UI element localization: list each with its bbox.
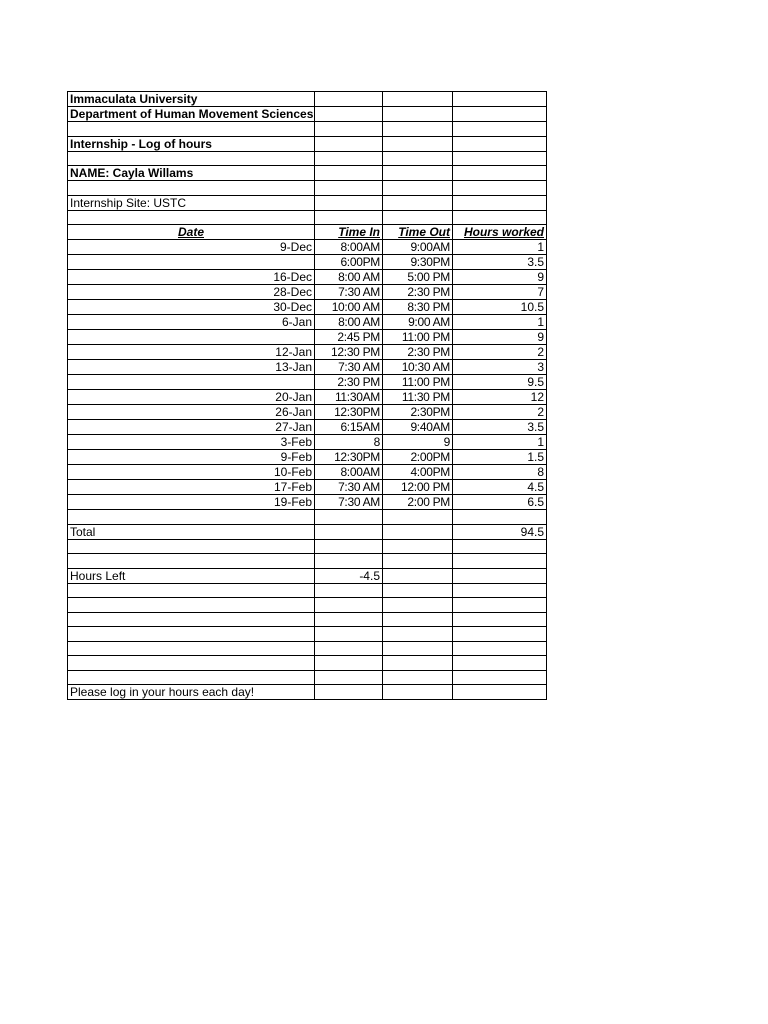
log-entry-row	[68, 480, 547, 495]
hours-worked-column-header: Hours worked	[453, 225, 547, 240]
entry-time-out: 9:00AM	[383, 240, 453, 255]
total-label: Total	[68, 524, 315, 539]
department-title: Department of Human Movement Sciences	[68, 107, 315, 122]
log-entry-row	[68, 285, 547, 300]
site-row	[68, 195, 547, 210]
entry-hours: 9.5	[453, 375, 547, 390]
entry-time-out: 10:30 AM	[383, 360, 453, 375]
entry-time-in: 7:30 AM	[315, 480, 383, 495]
column-header-row	[68, 225, 547, 240]
log-entry-row	[68, 360, 547, 375]
log-entry-row	[68, 450, 547, 465]
entry-hours: 7	[453, 285, 547, 300]
total-hours-value: 94.5	[453, 524, 547, 539]
internship-site: Internship Site: USTC	[68, 195, 315, 210]
entry-time-out: 11:00 PM	[383, 330, 453, 345]
entry-hours: 2	[453, 405, 547, 420]
log-entry-row	[68, 495, 547, 510]
log-entry-row	[68, 330, 547, 345]
entry-date: 3-Feb	[68, 435, 315, 450]
department-row	[68, 107, 547, 122]
entry-hours: 1	[453, 435, 547, 450]
entry-time-out: 2:00PM	[383, 450, 453, 465]
blank-row	[68, 612, 547, 627]
blank-row	[68, 641, 547, 656]
entry-date: 10-Feb	[68, 465, 315, 480]
entry-time-in: 11:30AM	[315, 390, 383, 405]
blank-row	[68, 122, 547, 137]
entry-hours: 1	[453, 315, 547, 330]
log-entry-row	[68, 375, 547, 390]
entry-time-out: 2:30 PM	[383, 345, 453, 360]
log-title: Internship - Log of hours	[68, 136, 315, 151]
hours-log-table	[67, 91, 547, 700]
footer-note: Please log in your hours each day!	[68, 685, 315, 700]
footer-note-row	[68, 685, 547, 700]
blank-row	[68, 181, 547, 196]
entry-time-out: 9:30PM	[383, 255, 453, 270]
entry-time-out: 2:30PM	[383, 405, 453, 420]
entry-hours: 9	[453, 270, 547, 285]
date-column-header: Date	[68, 225, 315, 240]
entry-time-in: 7:30 AM	[315, 360, 383, 375]
total-row	[68, 524, 547, 539]
university-title: Immaculata University	[68, 92, 315, 107]
blank-row	[68, 539, 547, 554]
entry-time-out: 2:00 PM	[383, 495, 453, 510]
blank-row	[68, 151, 547, 166]
log-entry-row	[68, 405, 547, 420]
entry-hours: 2	[453, 345, 547, 360]
entry-time-in: 8:00AM	[315, 240, 383, 255]
entry-hours: 6.5	[453, 495, 547, 510]
log-entry-row	[68, 255, 547, 270]
entry-date: 9-Feb	[68, 450, 315, 465]
hours-left-value: -4.5	[315, 568, 383, 583]
entry-time-in: 12:30PM	[315, 405, 383, 420]
entry-time-in: 10:00 AM	[315, 300, 383, 315]
time-out-column-header: Time Out	[383, 225, 453, 240]
entry-time-in: 7:30 AM	[315, 285, 383, 300]
blank-row	[68, 598, 547, 613]
entry-hours: 10.5	[453, 300, 547, 315]
blank-row	[68, 554, 547, 569]
entry-time-out: 5:00 PM	[383, 270, 453, 285]
blank-row	[68, 583, 547, 598]
entry-time-in: 2:30 PM	[315, 375, 383, 390]
entry-hours: 8	[453, 465, 547, 480]
blank-row	[68, 627, 547, 642]
entry-time-in: 7:30 AM	[315, 495, 383, 510]
entry-date	[68, 375, 315, 390]
entry-date: 28-Dec	[68, 285, 315, 300]
log-entry-row	[68, 270, 547, 285]
entry-date: 9-Dec	[68, 240, 315, 255]
entry-time-out: 12:00 PM	[383, 480, 453, 495]
entry-hours: 9	[453, 330, 547, 345]
entry-hours: 3.5	[453, 255, 547, 270]
entry-hours: 3.5	[453, 420, 547, 435]
entry-date: 27-Jan	[68, 420, 315, 435]
entry-hours: 1	[453, 240, 547, 255]
log-entry-row	[68, 420, 547, 435]
intern-name: NAME: Cayla Willams	[68, 166, 315, 181]
log-entry-row	[68, 435, 547, 450]
entry-date: 6-Jan	[68, 315, 315, 330]
entry-time-out: 9:40AM	[383, 420, 453, 435]
entry-time-out: 9	[383, 435, 453, 450]
log-entry-row	[68, 345, 547, 360]
entry-time-in: 8:00AM	[315, 465, 383, 480]
entry-time-in: 12:30PM	[315, 450, 383, 465]
hours-left-row	[68, 568, 547, 583]
entry-time-in: 6:15AM	[315, 420, 383, 435]
log-entry-row	[68, 240, 547, 255]
entry-hours: 3	[453, 360, 547, 375]
log-entry-row	[68, 315, 547, 330]
time-in-column-header: Time In	[315, 225, 383, 240]
entry-date	[68, 255, 315, 270]
entry-time-in: 8:00 AM	[315, 315, 383, 330]
entry-date: 16-Dec	[68, 270, 315, 285]
entry-date: 20-Jan	[68, 390, 315, 405]
entry-time-in: 8	[315, 435, 383, 450]
blank-row	[68, 510, 547, 525]
entry-time-out: 2:30 PM	[383, 285, 453, 300]
blank-row	[68, 656, 547, 671]
entry-time-out: 11:30 PM	[383, 390, 453, 405]
entry-time-in: 2:45 PM	[315, 330, 383, 345]
hours-left-label: Hours Left	[68, 568, 315, 583]
entry-date: 19-Feb	[68, 495, 315, 510]
name-row	[68, 166, 547, 181]
entry-time-out: 11:00 PM	[383, 375, 453, 390]
entry-hours: 1.5	[453, 450, 547, 465]
entry-time-out: 8:30 PM	[383, 300, 453, 315]
entry-date: 12-Jan	[68, 345, 315, 360]
entry-date: 30-Dec	[68, 300, 315, 315]
blank-row	[68, 670, 547, 685]
entry-hours: 12	[453, 390, 547, 405]
log-entry-row	[68, 390, 547, 405]
university-row	[68, 92, 547, 107]
entry-date: 17-Feb	[68, 480, 315, 495]
entry-time-in: 8:00 AM	[315, 270, 383, 285]
entry-hours: 4.5	[453, 480, 547, 495]
entry-date: 13-Jan	[68, 360, 315, 375]
blank-row	[68, 210, 547, 225]
entry-time-out: 9:00 AM	[383, 315, 453, 330]
entry-time-out: 4:00PM	[383, 465, 453, 480]
entry-time-in: 6:00PM	[315, 255, 383, 270]
entry-date: 26-Jan	[68, 405, 315, 420]
entry-time-in: 12:30 PM	[315, 345, 383, 360]
log-entry-row	[68, 300, 547, 315]
log-entry-row	[68, 465, 547, 480]
entry-date	[68, 330, 315, 345]
log-title-row	[68, 136, 547, 151]
